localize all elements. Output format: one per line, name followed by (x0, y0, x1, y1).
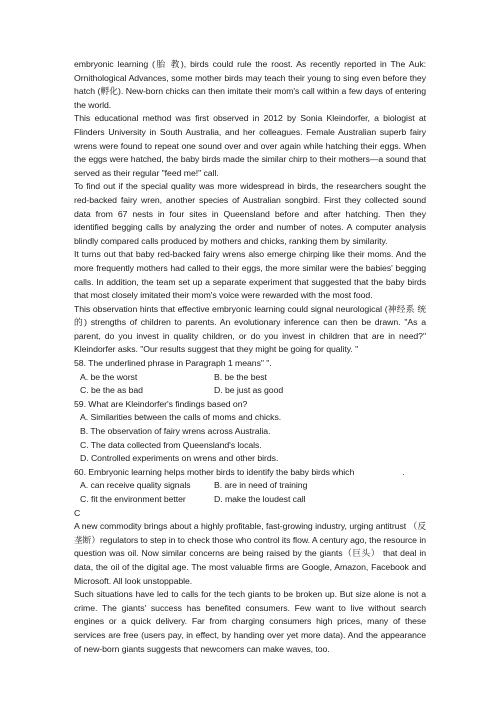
text-line: Facebook and Microsoft. All look unstoppable. (74, 561, 427, 586)
text-line: red-backed fairy wren, another species of Australian songbird. First they collected sound (74, 194, 426, 205)
text-line: Such situations have led to calls for the tech giants to be broken up. But size alone is not (74, 589, 419, 600)
question-60-options (74, 479, 426, 506)
option-a[interactable]: A. Similarities between the calls of moms and chicks. (80, 412, 282, 423)
question-60-period: . (402, 466, 405, 477)
document-page (74, 58, 426, 656)
text-line: calls. In addition, the team set up a separate experiment that suggested that the baby birds (74, 276, 426, 287)
option-a[interactable]: A. can receive quality signals (80, 480, 191, 491)
text-line: Ornithological Advances, some mother birds may teach their young to sing even before (74, 72, 408, 83)
text-line: more frequently mothers had called to their eggs, the more similar were the babies' begging (74, 262, 426, 273)
question-59-options (74, 411, 426, 465)
option-a[interactable]: A. be the worst (80, 371, 138, 382)
text-line: It turns out that baby red-backed fairy wrens also emerge chirping like their moms. And the (74, 249, 426, 260)
text-line: blindly compared calls produced by mothers and chicks, ranking them by similarity. (74, 235, 388, 246)
text-line: identified begging calls by analyzing the order and number of notes. A computer analysis (74, 222, 426, 233)
text-line: When the eggs were hatched, the baby birds made the similar chirp to their mothers—a (74, 140, 426, 165)
paragraph-b4 (74, 248, 426, 302)
text-line: data from 67 nests in four sites in Queensland before and after hatching. Then they (74, 208, 426, 219)
text-line: that deal in data, the oil of the digital age. The most valuable firms are Google, Amazon, (74, 548, 427, 572)
text-line: sound that served as their regular "feed me!" call. (74, 154, 427, 178)
text-line: Flinders University in South Australia, and her colleagues. Female Australian superb fairy (74, 126, 426, 137)
text-line: 统的) strengths of children to parents. An evolutionary inference can then be drawn. "As a (74, 303, 426, 328)
text-line: wrens were found to repeat one sound over and over again while hatching their eggs. (74, 140, 401, 151)
text-line: To find out if the special quality was more widespread in birds, the researchers sought the (74, 181, 426, 192)
text-line: resource in question was oil. Now similar concerns are being raised by the giants（巨头） (74, 534, 426, 559)
option-c[interactable]: C. fit the environment better (80, 494, 186, 504)
text-line: parent, do you invest in quality children, or do you invest in children that are in need?" (74, 330, 426, 341)
question-60-stem (74, 466, 426, 480)
text-line: Kleindorfer asks. "Our results suggest that they might be going for quality. " (74, 344, 359, 355)
text-line: A new commodity brings about a highly profitable, fast-growing industry, urging antitrust (74, 521, 407, 532)
text-line: （反垄断）regulators to step in to check those who control its flow. A century ago, the (74, 521, 426, 545)
question-58-options (74, 371, 426, 398)
text-line: services are free (users pay, in effect, by handing over yet more data). And the appearance (74, 629, 426, 640)
paragraph-b1 (74, 58, 426, 112)
text-line: engines or a quick delivery. Far from charging consumers high prices, many of these (74, 616, 426, 627)
text-line: that most closely imitated their mom's voice were rewarded with the most food. (74, 290, 373, 301)
option-d[interactable]: D. Controlled experiments on wrens and other birds. (80, 453, 279, 464)
option-b[interactable]: B. The observation of fairy wrens across Australia. (80, 426, 271, 437)
option-d[interactable]: D. be just as good (214, 385, 284, 396)
option-c[interactable]: C. The data collected from Queensland's locals. (80, 439, 262, 450)
question-60-text: 60. Embryonic learning helps mother birds to identify the baby birds which (74, 466, 355, 477)
paragraph-c2 (74, 588, 426, 656)
text-line: This educational method was first observed in 2012 by Sonia Kleindorfer, a biologist at (74, 113, 426, 124)
section-label-c: C (74, 507, 81, 518)
option-b[interactable]: B. are in need of training (214, 480, 308, 491)
paragraph-b2 (74, 112, 426, 180)
text-line: This observation hints that effective embryonic learning could signal neurological (神经系 (74, 303, 415, 314)
text-line: of new-born giants suggests that newcomers can make waves, too. (74, 643, 330, 654)
paragraph-b5 (74, 303, 426, 357)
paragraph-c1 (74, 520, 426, 588)
text-line: embryonic learning (胎 教), birds could rule the roost. As recently reported in The Auk: (74, 59, 426, 69)
text-line: entering the world. (74, 86, 426, 110)
text-line: a crime. The giants' success has benefited consumers. Few want to live without search (74, 589, 426, 613)
text-line: they hatch (孵化). New-born chicks can then imitate their mom's call within a few days of (74, 72, 427, 97)
option-b[interactable]: B. be the best (214, 371, 267, 382)
option-d[interactable]: D. make the loudest call (214, 494, 306, 504)
question-58-stem: 58. The underlined phrase in Paragraph 1 means" ". (74, 358, 272, 369)
question-59-stem: 59. What are Kleindorfer's findings based on? (74, 398, 248, 409)
option-c[interactable]: C. be the as bad (80, 385, 143, 396)
paragraph-b3 (74, 180, 426, 248)
